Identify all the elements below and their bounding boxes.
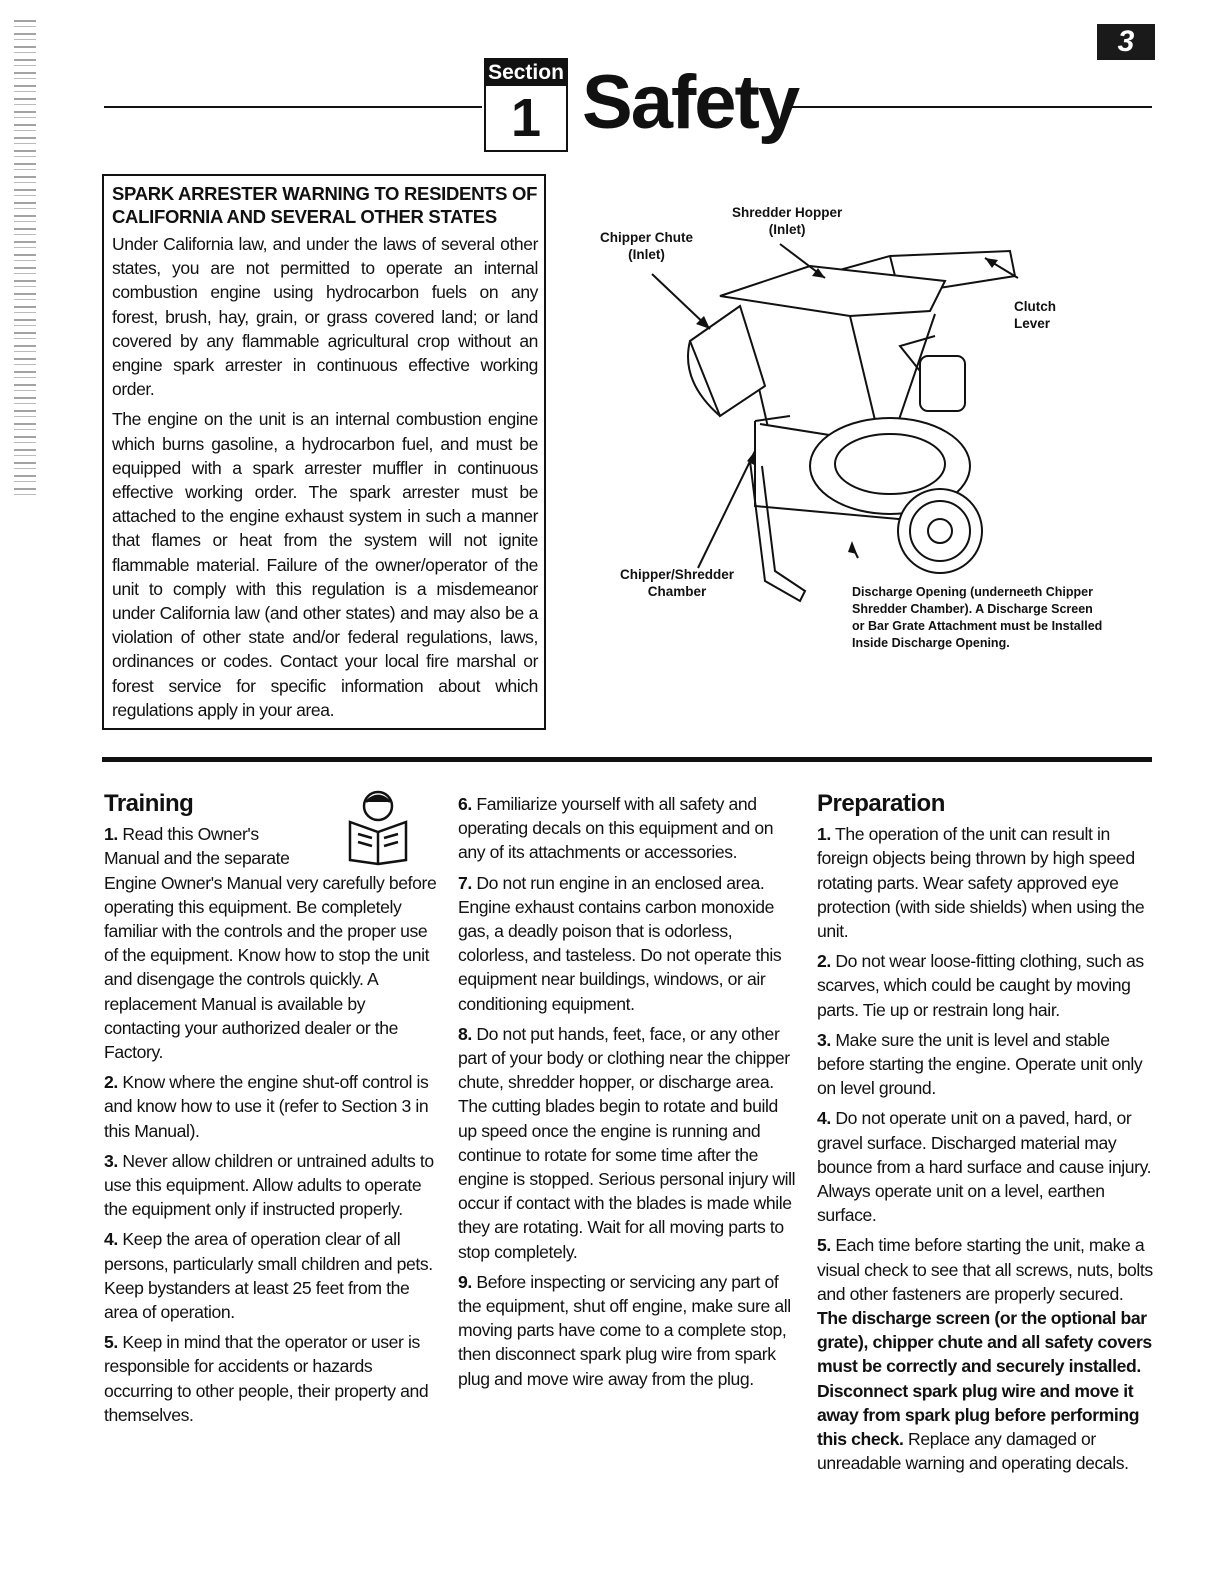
training-item-2 (104, 1070, 438, 1143)
item-text: Keep the area of operation clear of all persons, particularly small children and pets. Keep bystanders at least 25 feet from the area of operation. (104, 1229, 433, 1323)
item-text: Familiarize yourself with all safety and operating decals on this equipment and on any of its attachments or accessories. (458, 794, 774, 863)
prep-item-2 (817, 949, 1153, 1022)
warning-title-line2: CALIFORNIA AND SEVERAL OTHER STATES (112, 206, 497, 227)
prep-item-3 (817, 1028, 1153, 1101)
rule-item-8 (458, 1022, 798, 1264)
label-chipper-chute-text: Chipper Chute (600, 230, 693, 245)
item-number: 5. (817, 1235, 831, 1256)
section-badge (484, 58, 568, 152)
training-column (104, 792, 438, 1433)
prep-item-1 (817, 822, 1153, 943)
item-number: 9. (458, 1271, 472, 1292)
item-text: Keep in mind that the operator or user is responsible for accidents or hazards occurring to other people, their property and themselves. (104, 1332, 429, 1425)
item-text: Engine Owner's Manual very carefully before operating this equipment. Be completely familiar with the controls and the proper use of the equipment. Know how to stop the unit and disengage the controls quickly. A replacement Manual is available by contacting your authorized dealer or the Factory. (104, 872, 437, 1063)
reading-manual-icon (340, 788, 416, 866)
header-rule-right (784, 106, 1152, 108)
training-item-3 (104, 1149, 438, 1222)
training-heading: Training (104, 790, 194, 817)
preparation-heading: Preparation (817, 790, 945, 817)
training-item-4 (104, 1227, 438, 1324)
label-shredder-hopper (732, 204, 842, 238)
item-text: Know where the engine shut-off control is and know how to use it (refer to Section 3 in this Manual). (104, 1072, 429, 1141)
item-text: Manual and the separate (104, 848, 290, 869)
item-text: The operation of the unit can result in foreign objects being thrown by high speed rotating parts. Wear safety approved eye protection (with side shields) when using the unit. (817, 824, 1145, 942)
label-shredder-hopper-text: Shredder Hopper (732, 205, 843, 220)
prep-item-5 (817, 1233, 1153, 1475)
prep-item-4 (817, 1106, 1153, 1227)
item-warning-text: The discharge screen (or the optional bar grate), chipper chute and all safety covers must be correctly and securely installed. Disconnect spark plug wire and move it away from spark plug before performing this check. (817, 1308, 1152, 1450)
rule-item-7 (458, 871, 798, 1016)
section-divider (102, 757, 1152, 762)
item-number: 8. (458, 1023, 472, 1044)
item-text: Before inspecting or servicing any part of the equipment, shut off engine, make sure all moving parts have come to a complete stop, then disconnect spark plug wire from spark plug and move wire away from the plug. (458, 1271, 791, 1389)
warning-paragraph-1: Under California law, and under the laws of several other states, you are not permitted to operate an internal combustion engine using hydrocarbon fuels on any forest, brush, hay, grain, or grass covered land; or land covered by any flammable agricultural crop without an engine spark arrester in continuous effective working order. (112, 234, 538, 400)
item-number: 4. (104, 1229, 118, 1250)
item-number: 3. (104, 1150, 118, 1171)
label-chamber (620, 566, 734, 600)
item-number: 4. (817, 1108, 831, 1129)
label-discharge-line2: Shredder Chamber). A Discharge Screen (852, 602, 1093, 616)
item-text: Read this Owner's (122, 824, 259, 845)
label-chipper-chute (600, 229, 693, 263)
item-text: Do not operate unit on a paved, hard, or gravel surface. Discharged material may bounce from a hard surface and cause injury. Always operate unit on a level, earthen surface. (817, 1108, 1152, 1226)
page-title: Safety (582, 60, 799, 145)
item-text: Replace any damaged or unreadable warning and operating decals. (817, 1429, 1129, 1474)
label-shredder-hopper-sub: (Inlet) (768, 222, 806, 237)
preparation-column (817, 792, 1153, 1481)
warning-paragraph-2: The engine on the unit is an internal combustion engine which burns gasoline, a hydrocarbon fuel, and must be equipped with a spark arrester muffler in continuous effective working order. The spark arrester must be attached to the engine exhaust system in such a manner that flames or heat from the system will not ignite flammable material. Failure of the owner/operator of the unit to comply with this regulation is a misdemeanor under California law (and other states) and may also be a violation of other state and/or federal regulations, laws, ordinances or codes. Contact your local fire marshal or forest service for specific information about which regulations apply in your area. (112, 409, 538, 720)
label-chamber-text: Chipper/Shredder (620, 567, 735, 582)
item-text: Make sure the unit is level and stable before starting the engine. Operate unit only on level ground. (817, 1029, 1143, 1099)
item-number: 2. (104, 1072, 118, 1093)
label-discharge-line1: Discharge Opening (underneeth Chipper (852, 585, 1093, 599)
item-number: 6. (458, 794, 472, 814)
item-number: 1. (817, 824, 831, 845)
label-clutch-lever (1014, 298, 1056, 332)
training-item-5 (104, 1330, 438, 1427)
spark-arrester-warning-box (102, 174, 546, 730)
label-discharge-line3: or Bar Grate Attachment must be Installed (852, 619, 1103, 633)
item-text: Do not wear loose-fitting clothing, such as scarves, which could be caught by moving parts. Tie up or restrain long hair. (817, 951, 1144, 1020)
item-number: 1. (104, 824, 118, 845)
section-number: 1 (510, 88, 542, 148)
section-label: Section (486, 60, 566, 86)
chipper-shredder-diagram (590, 196, 1150, 666)
label-clutch-text: Clutch (1014, 299, 1056, 314)
page-number: 3 (1097, 24, 1155, 60)
item-text: Do not put hands, feet, face, or any other part of your body or clothing near the chipper chute, shredder hopper, or discharge area. The cutting blades begin to rotate and build up speed once the engine is running and continue to rotate for some time after the engine is stopped. Serious personal injury will occur if contact with the blades is made while they are rotating. Wait for all moving parts to stop completely. (458, 1023, 796, 1262)
item-text: Never allow children or untrained adults to use this equipment. Allow adults to operate the equipment only if instructed properly. (104, 1150, 434, 1220)
header-rule-left (104, 106, 482, 108)
rule-item-6 (458, 792, 798, 865)
label-clutch-sub: Lever (1014, 316, 1051, 331)
scan-edge-artifact (14, 20, 36, 500)
item-text: Do not run engine in an enclosed area. Engine exhaust contains carbon monoxide gas, a deadly poison that is odorless, colorless, and tasteless. Do not operate this equipment near buildings, windows, or air conditioning equipment. (458, 872, 782, 1014)
warning-title-line1: SPARK ARRESTER WARNING TO RESIDENTS OF (112, 183, 538, 204)
label-chamber-sub: Chamber (647, 584, 707, 599)
item-number: 3. (817, 1029, 831, 1050)
safety-rules-column (458, 792, 798, 1397)
item-number: 2. (817, 951, 831, 972)
label-chipper-chute-sub: (Inlet) (628, 247, 665, 262)
label-discharge-line4: Inside Discharge Opening. (852, 636, 1010, 650)
label-discharge-opening (852, 584, 1102, 652)
item-number: 5. (104, 1332, 118, 1353)
warning-title (112, 182, 538, 228)
item-text: Each time before starting the unit, make a visual check to see that all screws, nuts, bolts and other fasteners are properly secured. (817, 1235, 1153, 1304)
rule-item-9 (458, 1270, 798, 1391)
item-number: 7. (458, 872, 472, 893)
